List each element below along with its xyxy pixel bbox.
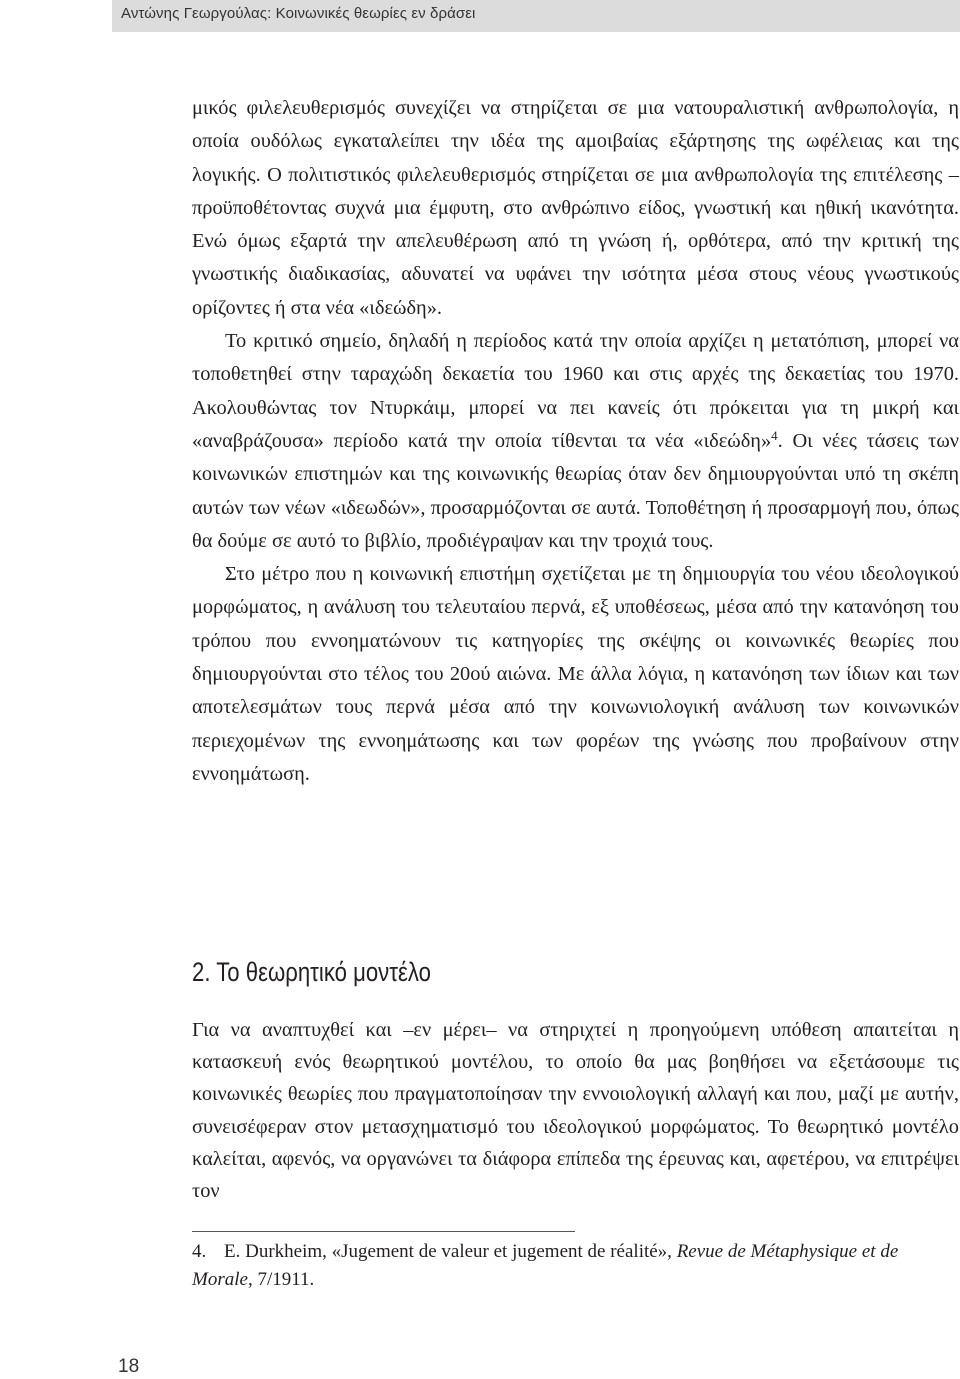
running-head: Αντώνης Γεωργούλας: Κοινωνικές θεωρίες εν δράσει: [121, 5, 476, 22]
section-theoretical-model: [192, 954, 959, 1207]
page-number: 18: [118, 1356, 140, 1377]
footnote: [192, 1238, 959, 1294]
footnote-number: 4.: [192, 1241, 207, 1262]
footnote-reference: 4: [771, 427, 778, 443]
footnote-journal-title: Revue de Métaphysique et de Morale: [192, 1241, 899, 1290]
section-paragraph: Για να αναπτυχθεί και –εν μέρει– να στηριχτεί η προηγούμενη υπόθεση απαιτείται η κατασκευή ενός θεωρητικού μοντέλου, το οποίο θα μας βοηθήσει να εξετάσουμε τις κοινωνικές θεωρίες που πραγματοποίησαν την εννοιολογική αλλαγή και που, μαζί με αυτήν, συνεισέφεραν στον μετασχηματισμό του ιδεολογικού μορφώματος. Το θεωρητικό μοντέλο καλείται, αφενός, να οργανώνει τα διάφορα επίπεδα της έρευνας και, αφετέρου, να επιτρέψει τον: [192, 1019, 959, 1203]
paragraph-3: Στο μέτρο που η κοινωνική επιστήμη σχετίζεται με τη δημιουργία του νέου ιδεολογικού μορφώματος, η ανάλυση του τελευταίου περνά, εξ υποθέσεως, μέσα από την κατανόηση του τρόπου που εννοηματώνουν τις κατηγορίες της σκέψης οι κοινωνικές θεωρίες που δημιουργούνται στο τέλος του 20ού αιώνα. Με άλλα λόγια, η κατανόηση των ίδιων και των αποτελεσμάτων τους περνά μέσα από την κοινωνιολογική ανάλυση των κοινωνικών περιεχομένων της εννοημάτωσης και των φορέων της γνώσης που προβαίνουν στην εννοημάτωση.: [192, 563, 959, 785]
header-tab: [0, 0, 112, 32]
footnote-text: E. Durkheim, «Jugement de valeur et jugement de réalité»,: [224, 1241, 677, 1262]
section-heading: 2. Το θεωρητικό μοντέλο: [192, 957, 431, 987]
paragraph-2: [192, 325, 959, 558]
body-text: [192, 92, 959, 791]
footnote-divider: [192, 1231, 575, 1232]
footnote-text-end: , 7/1911.: [247, 1269, 315, 1290]
paragraph-2-text: Το κριτικό σημείο, δηλαδή η περίοδος κατά την οποία αρχίζει η μετατόπιση, μπορεί να τοποθετηθεί στην ταραχώδη δεκαετία του 1960 και στις αρχές της δεκαετίας του 1970. Ακολουθώντας τον Ντυρκάιμ, μπορεί να πει κανείς ότι πρόκειται για τη μικρή και «αναβράζουσα» περίοδο κατά την οποία τίθενται τα νέα «ιδεώδη»: [192, 330, 959, 452]
paragraph-2-text-cont: . Οι νέες τάσεις των κοινωνικών επιστημών και της κοινωνικής θεωρίας όταν δεν δημιουργούνται υπό τη σκέπη αυτών των νέων «ιδεωδών», προσαρμόζονται σε αυτά. Τοποθέτηση ή προσαρμογή που, όπως θα δούμε σε αυτό το βιβλίο, προδιέγραψαν και την τροχιά τους.: [192, 429, 959, 552]
paragraph-1: μικός φιλελευθερισμός συνεχίζει να στηρίζεται σε μια νατουραλιστική ανθρωπολογία, η οποία ουδόλως εγκαταλείπει την ιδέα της αμοιβαίας εξάρτησης της ωφέλειας και της λογικής. Ο πολιτιστικός φιλελευθερισμός στηρίζεται σε μια ανθρωπολογία της επιτέλεσης –προϋποθέτοντας συχνά μια έμφυτη, στο ανθρώπινο είδος, γνωστική και ηθική ικανότητα. Ενώ όμως εξαρτά την απελευθέρωση από τη γνώση ή, ορθότερα, από την κριτική της γνωστικής διαδικασίας, αδυνατεί να υφάνει την ισότητα μέσα στους νέους γνωστικούς ορίζοντες ή στα νέα «ιδεώδη».: [192, 97, 959, 319]
